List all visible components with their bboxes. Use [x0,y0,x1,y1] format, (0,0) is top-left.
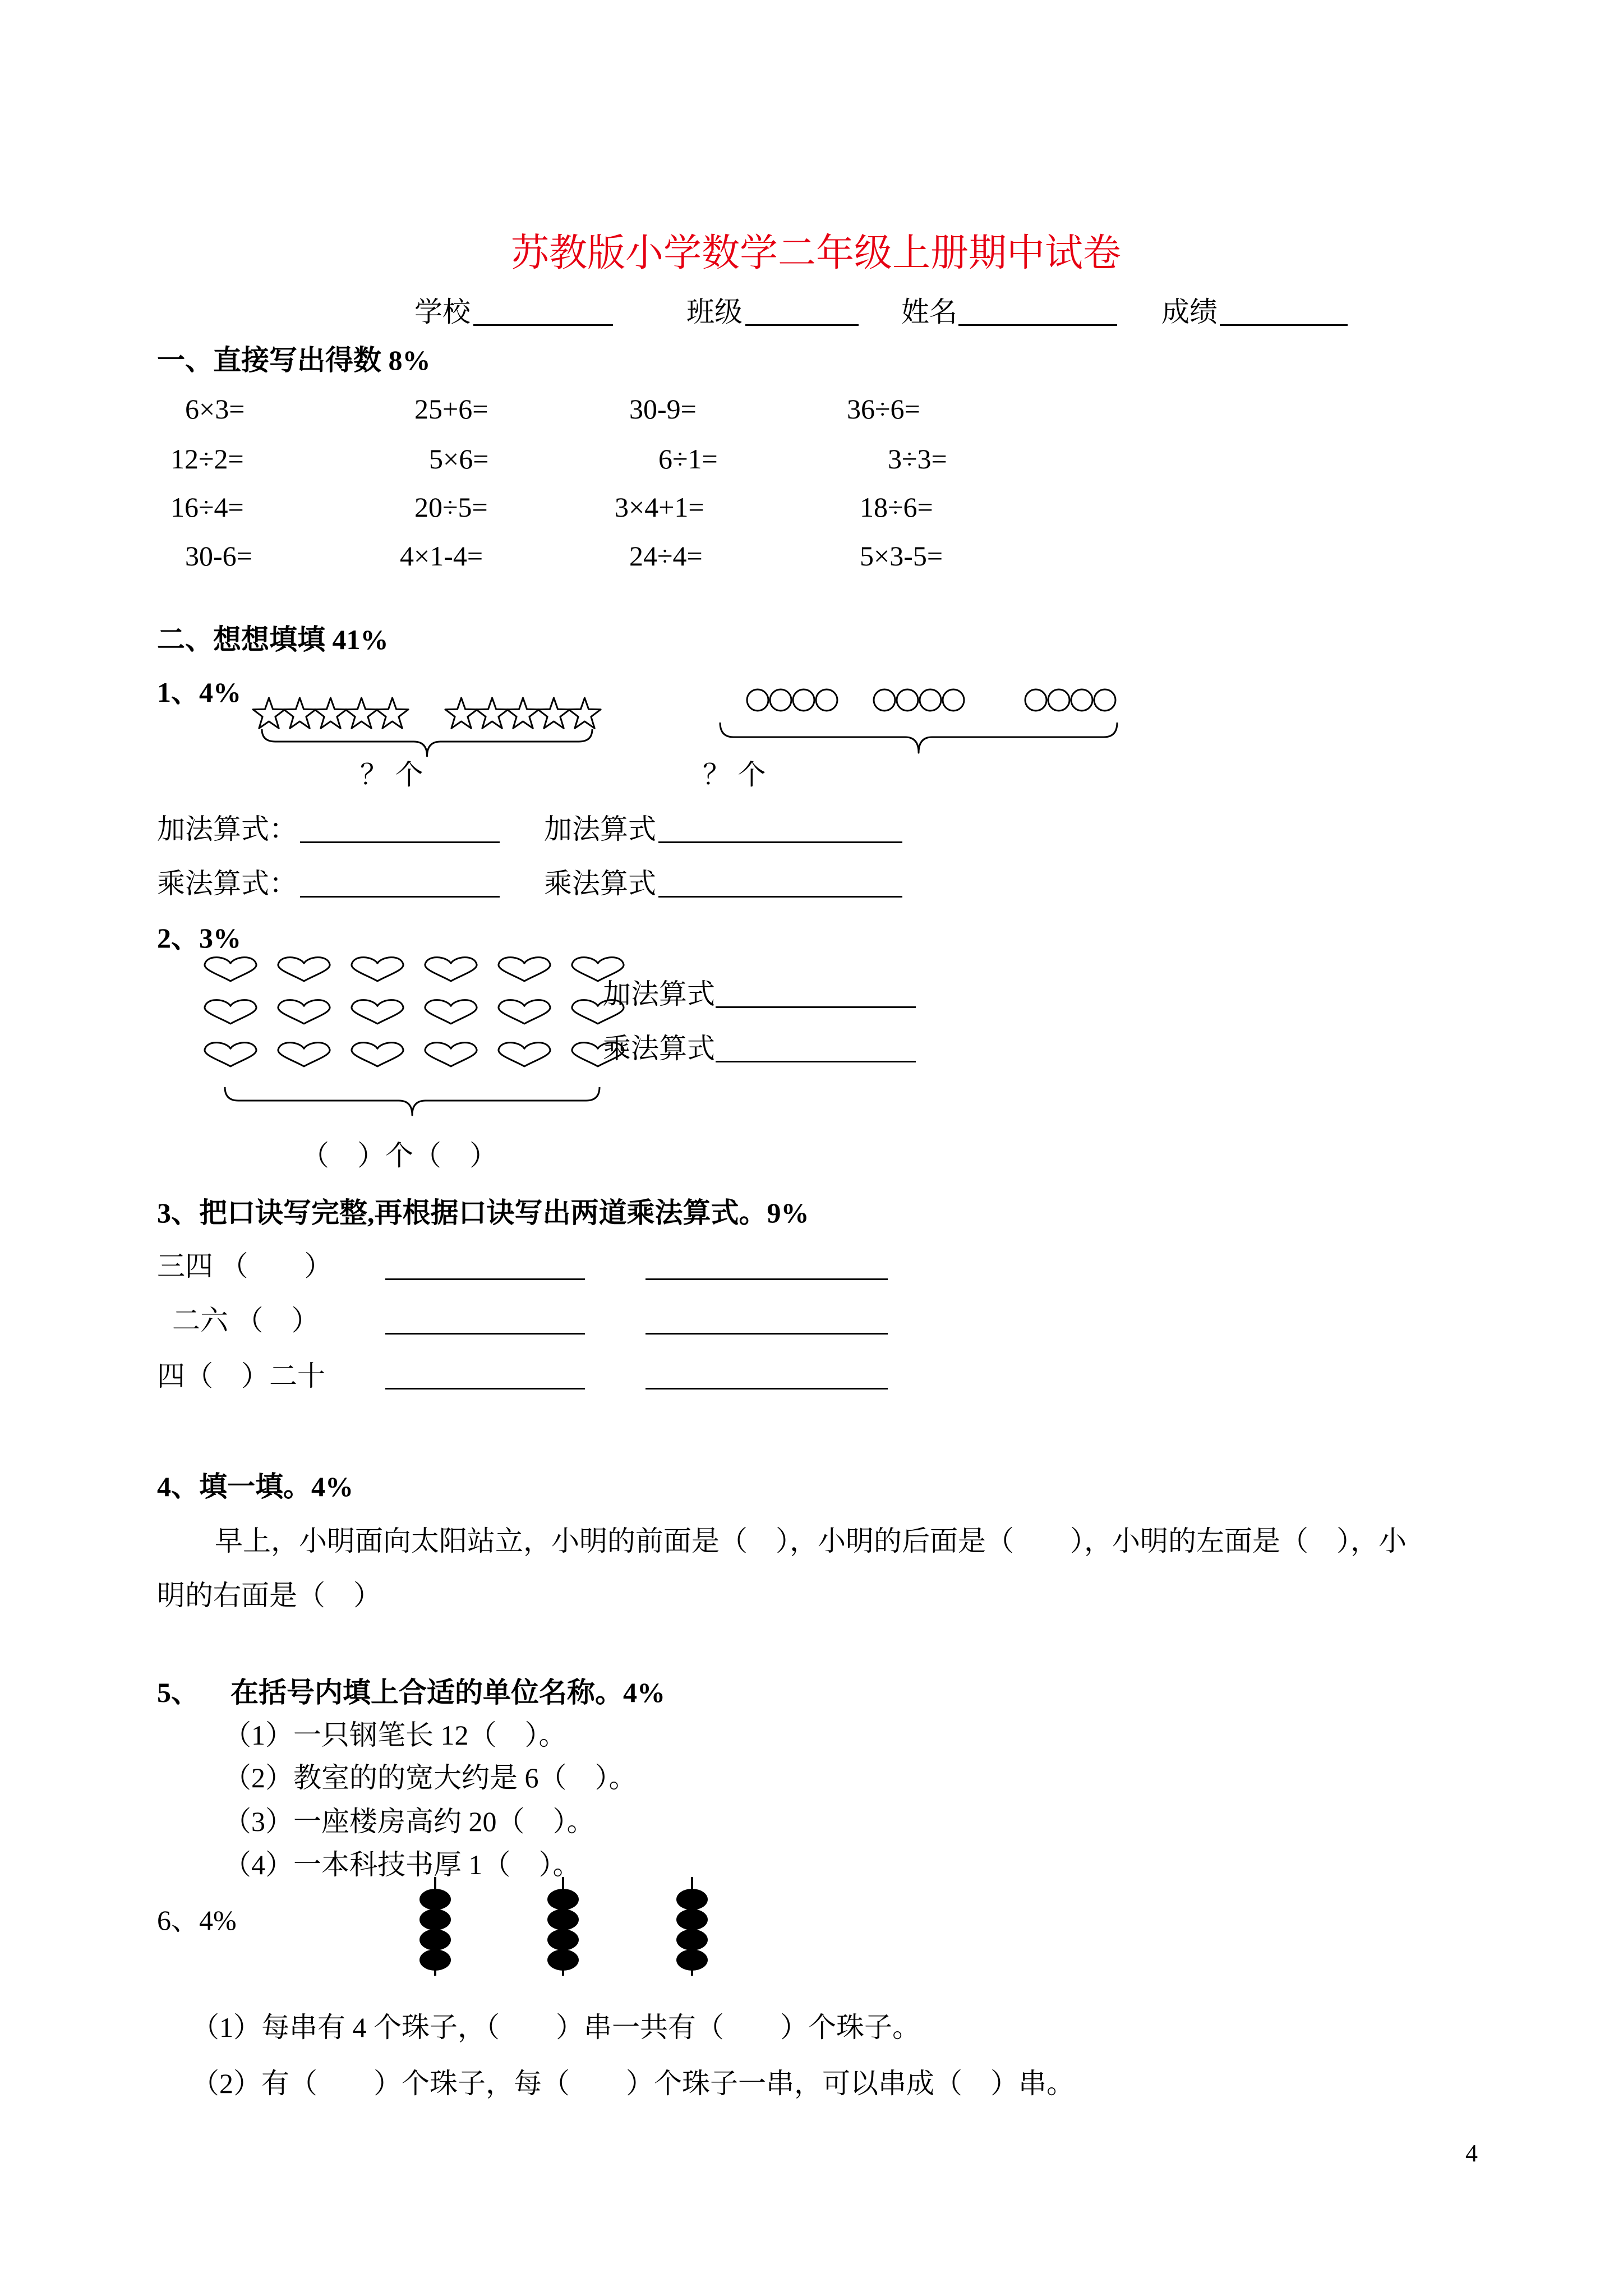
q1-mul-left-label: 乘法算式： [157,868,297,899]
heart [205,1043,256,1066]
q6-label: 6、4% [157,1904,237,1936]
circle [874,689,895,711]
circle [1094,689,1115,711]
calc-item: 5×3-5= [860,540,943,572]
q1-label: 1、4% [157,677,241,708]
q5-item: （2）教室的的宽大约是 6（ ）。 [223,1762,637,1793]
score-label: 成绩 [1161,296,1218,328]
heart [205,1000,256,1024]
heart-row-3 [205,1043,624,1066]
circle-group-2 [874,689,964,711]
circle [793,689,814,711]
heart [352,1000,403,1024]
q5-item: （4）一本科技书厚 1（ ）。 [223,1849,581,1880]
circle-group-1 [747,689,837,711]
heart [425,1000,477,1024]
bead-string-1 [419,1877,451,1976]
heart [205,958,256,981]
q3-row-text: 四（ ）二十 [157,1360,325,1392]
section2-heading: 二、想想填填 41% [157,624,389,655]
q2-label: 2、3% [157,922,241,954]
q5-number: 5、 [157,1677,199,1708]
heart [572,1043,624,1066]
q1-circle-caption: ？ 个 [703,759,766,790]
star [569,698,601,728]
star-group-2 [445,698,601,728]
q1-star-caption: ？ 个 [360,759,423,790]
q1-add-left-label: 加法算式： [157,813,297,845]
circle [943,689,964,711]
q5-item: （1）一只钢笔长 12（ ）。 [223,1719,567,1751]
bead [676,1949,708,1971]
star [445,698,477,728]
heart-row-1 [205,958,624,981]
heart [499,958,550,981]
star [538,698,570,728]
heart-row-2 [205,1000,624,1024]
q5-item: （3）一座楼房高约 20（ ）。 [223,1806,595,1837]
bead [547,1949,579,1971]
circle [897,689,918,711]
heart [352,958,403,981]
circle [770,689,791,711]
heart [425,958,477,981]
bead [419,1909,451,1930]
circle [1025,689,1046,711]
hearts-brace [225,1087,600,1115]
star [315,698,347,728]
calc-item: 18÷6= [860,491,933,523]
heart [352,1043,403,1066]
page-number: 4 [1465,2139,1478,2167]
star [284,698,316,728]
bead [676,1909,708,1930]
heart [425,1043,477,1066]
calc-item: 30-6= [185,540,252,572]
star [345,698,377,728]
school-label: 学校 [414,296,471,328]
bead [676,1929,708,1950]
q4-text-line: 早上，小明面向太阳站立，小明的前面是（ ），小明的后面是（ ），小明的左面是（ ），小 [215,1525,1407,1557]
star [507,698,539,728]
bead-string-3 [676,1877,708,1976]
stars-brace [262,729,592,756]
q6-item: （1）每串有 4 个珠子，（ ）串一共有（ ）个珠子。 [191,2012,920,2043]
bead [419,1889,451,1910]
q4-text-line: 明的右面是（ ） [157,1580,381,1611]
q3-row-text: 二六 （ ） [172,1305,320,1336]
heart [572,1000,624,1024]
heart [499,1000,550,1024]
page-title: 苏教版小学数学二年级上册期中试卷 [510,232,1121,274]
calc-item: 12÷2= [170,443,244,475]
q2-mul-label: 乘法算式 [603,1033,715,1064]
section1-heading: 一、直接写出得数 8% [157,344,431,376]
q4-label: 4、填一填。4% [157,1471,353,1502]
q1-mul-right-label: 乘法算式 [544,868,656,899]
q3-row-text: 三四 （ ） [157,1250,333,1282]
heart [499,1043,550,1066]
calc-item: 16÷4= [170,491,244,523]
circle [920,689,941,711]
circle [747,689,768,711]
circle [1048,689,1069,711]
bead-string-2 [547,1877,579,1976]
name-label: 姓名 [901,296,957,328]
q2-hearts-figure [205,958,624,1066]
calc-item: 20÷5= [414,491,488,523]
heart [278,958,330,981]
star-group-1 [253,698,408,728]
calc-item: 6×3= [185,393,245,425]
q6-item: （2）有（ ）个珠子，每（ ）个珠子一串，可以串成（ ）串。 [191,2068,1075,2099]
calc-item: 30-9= [629,393,697,425]
bead [419,1929,451,1950]
calc-item: 25+6= [414,393,488,425]
star [476,698,508,728]
q5-label: 在括号内填上合适的单位名称。4% [230,1677,665,1708]
calc-item: 4×1-4= [400,540,483,572]
calc-item: 36÷6= [847,393,920,425]
heart [278,1000,330,1024]
star [253,698,285,728]
circles-brace [720,723,1117,753]
circle [1071,689,1092,711]
heart [278,1043,330,1066]
calc-item: 6÷1= [658,443,718,475]
q2-add-label: 加法算式 [603,978,715,1010]
q1-stars-figure [253,698,601,728]
calc-item: 3÷3= [888,443,947,475]
calc-item: 5×6= [429,443,489,475]
bead [547,1929,579,1950]
circle [816,689,837,711]
q1-add-right-label: 加法算式 [544,813,656,845]
q3-label: 3、把口诀写完整,再根据口诀写出两道乘法算式。9% [157,1197,809,1228]
calc-item: 3×4+1= [615,491,704,523]
heart [572,958,624,981]
circle-group-3 [1025,689,1115,711]
bead [547,1909,579,1930]
calc-item: 24÷4= [629,540,703,572]
q1-circles-figure [747,689,1115,711]
star [376,698,408,728]
bead [419,1949,451,1971]
bead [547,1889,579,1910]
q6-beads-figure [419,1877,708,1976]
class-label: 班级 [686,296,743,328]
q2-caption: （ ）个（ ） [301,1140,497,1171]
bead [676,1889,708,1910]
